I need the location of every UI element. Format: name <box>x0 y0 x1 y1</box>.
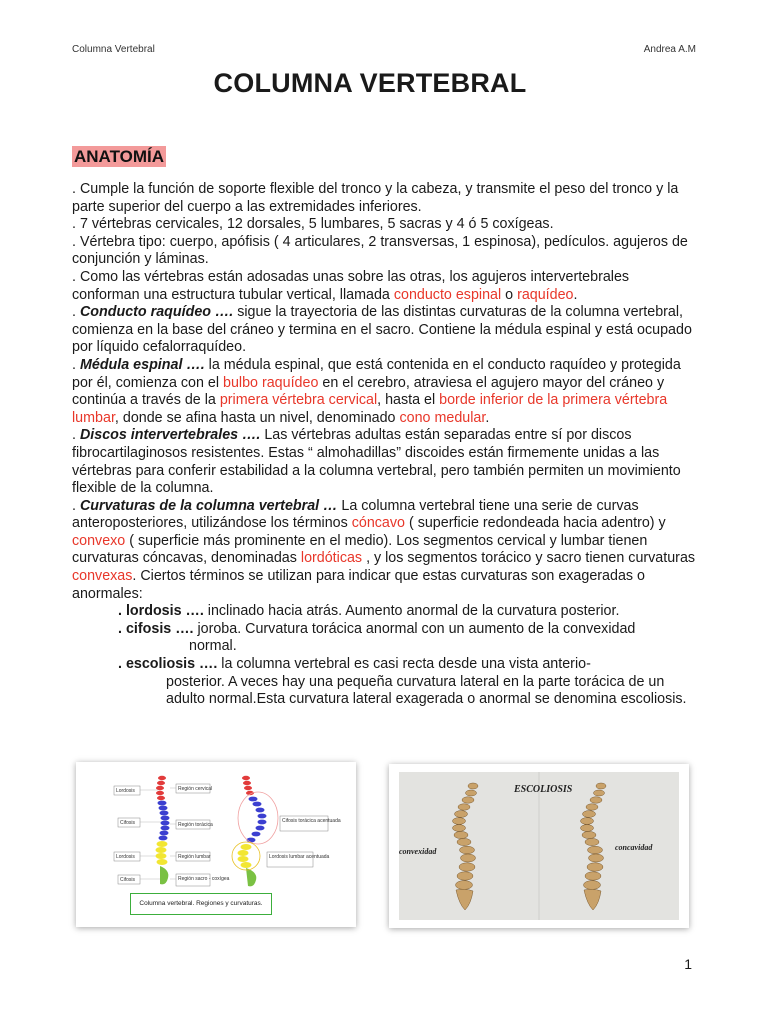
label-region-cervical: Región cervical <box>178 786 213 792</box>
paragraph-8: . Curvaturas de la columna vertebral … La columna vertebral tiene una serie de curvas anteroposteriores, utilizándose los términos cóncavo ( superficie redondeada hacia adentro) y convexo ( superficie más prominente en el medio). Los segmentos cervical y lumbar tienen curvaturas cóncavas, denominadas lordóticas , y los segmentos torácico y sacro tienen curvaturas convexas. Ciertos términos se utilizan para indicar que estas curvaturas son exageradas o anormales: <box>72 497 696 602</box>
page-number: 1 <box>684 956 692 972</box>
paragraph-4: . Como las vértebras están adosadas unas sobre las otras, los agujeros intervertebrales conforman una estructura tubular vertical, llamada conducto espinal o raquídeo. <box>72 268 630 303</box>
header-right: Andrea A.M <box>643 44 696 55</box>
page-title: COLUMNA VERTEBRAL <box>213 68 527 98</box>
spine-regions-figure <box>76 762 356 927</box>
term-curvaturas: Curvaturas de la columna vertebral … <box>79 497 338 514</box>
term-conducto-raquideo: Conducto raquídeo …. <box>79 304 234 321</box>
label-cifosis-2: Cifosis <box>120 877 136 883</box>
paragraph-5: . Conducto raquídeo …. sigue la trayectoria de las distintas curvaturas de la columna vertebral, comienza en la base del cráneo y termina en el sacro. Contiene la médula espinal y está ocupado por líquido cefalorraquídeo. <box>72 304 692 356</box>
paragraph-6: . Médula espinal …. la médula espinal, que está contenida en el conducto raquídeo y protegida por él, comienza con el bulbo raquídeo en el cerebro, atraviesa el agujero mayor del cráneo y continúa a través de la primera vértebra cervical, hasta el borde inferior de la primera vértebra lumbar, donde se afina hasta un nivel, denominado cono medular. <box>72 356 681 426</box>
label-region-toracica: Región torácica <box>178 822 213 828</box>
term-medula-espinal: Médula espinal …. <box>79 356 205 373</box>
label-cifosis-1: Cifosis <box>120 820 136 826</box>
paragraph-7: . Discos intervertebrales …. Las vértebras adultas están separadas entre sí por discos fibrocartilaginosos resistentes. Estas “ almohadillas” discoides están firmemente unidas a las vértebras para conferir estabilidad a la columna vertebral, pero también permiten un movimiento flexible de la columna. <box>72 427 681 497</box>
figure-caption: Columna vertebral. Regiones y curvaturas. <box>130 893 272 915</box>
scoliosis-figure <box>389 764 689 928</box>
term-raquideo: raquídeo <box>517 286 574 303</box>
figure-title: ESCOLIOSIS <box>514 784 573 795</box>
list-item-lordosis: . lordosis …. inclinado hacia atrás. Aumento anormal de la curvatura posterior. <box>118 603 620 620</box>
label-convexidad: convexidad <box>399 847 437 856</box>
paragraph-1: . Cumple la función de soporte flexible del tronco y la cabeza, y transmite el peso del tronco y la parte superior del cuerpo a las extremidades inferiores. <box>72 181 679 215</box>
section-heading: ANATOMÍA <box>74 147 165 166</box>
label-concavidad: concavidad <box>615 843 653 852</box>
label-lordosis-2: Lordosis <box>116 854 135 860</box>
paragraph-3: . Vértebra tipo: cuerpo, apófisis ( 4 articulares, 2 transversas, 1 espinosa), pedículos. agujeros de conjunción y láminas. <box>72 233 688 268</box>
header-left: Columna Vertebral <box>72 44 155 55</box>
label-cifosis-acentuada: Cifosis torácica acentuada <box>282 818 341 824</box>
list-item-escoliosis-cont: posterior. A veces hay una pequeña curvatura lateral en la parte torácica de un adulto normal.Esta curvatura lateral exagerada o anormal se denomina escoliosis. <box>166 673 687 708</box>
body-text <box>72 181 700 709</box>
term-discos: Discos intervertebrales …. <box>79 427 261 444</box>
label-region-sacro: Región sacro - coxígea <box>178 876 230 882</box>
list-item-cifosis: . cifosis …. joroba. Curvatura torácica anormal con un aumento de la convexidad <box>118 620 636 637</box>
label-lordosis-1: Lordosis <box>116 788 135 794</box>
paragraph-2: . 7 vértebras cervicales, 12 dorsales, 5 lumbares, 5 sacras y 4 ó 5 coxígeas. <box>72 216 554 233</box>
list-item-cifosis-cont: normal. <box>189 638 237 655</box>
label-lordosis-acentuada: Lordosis lumbar acentuada <box>269 854 330 860</box>
scoliosis-illustration <box>389 764 689 928</box>
list-item-escoliosis: . escoliosis …. la columna vertebral es casi recta desde una vista anterio- <box>118 656 591 673</box>
term-conducto-espinal: conducto espinal <box>393 286 502 303</box>
label-region-lumbar: Región lumbar <box>178 854 211 860</box>
